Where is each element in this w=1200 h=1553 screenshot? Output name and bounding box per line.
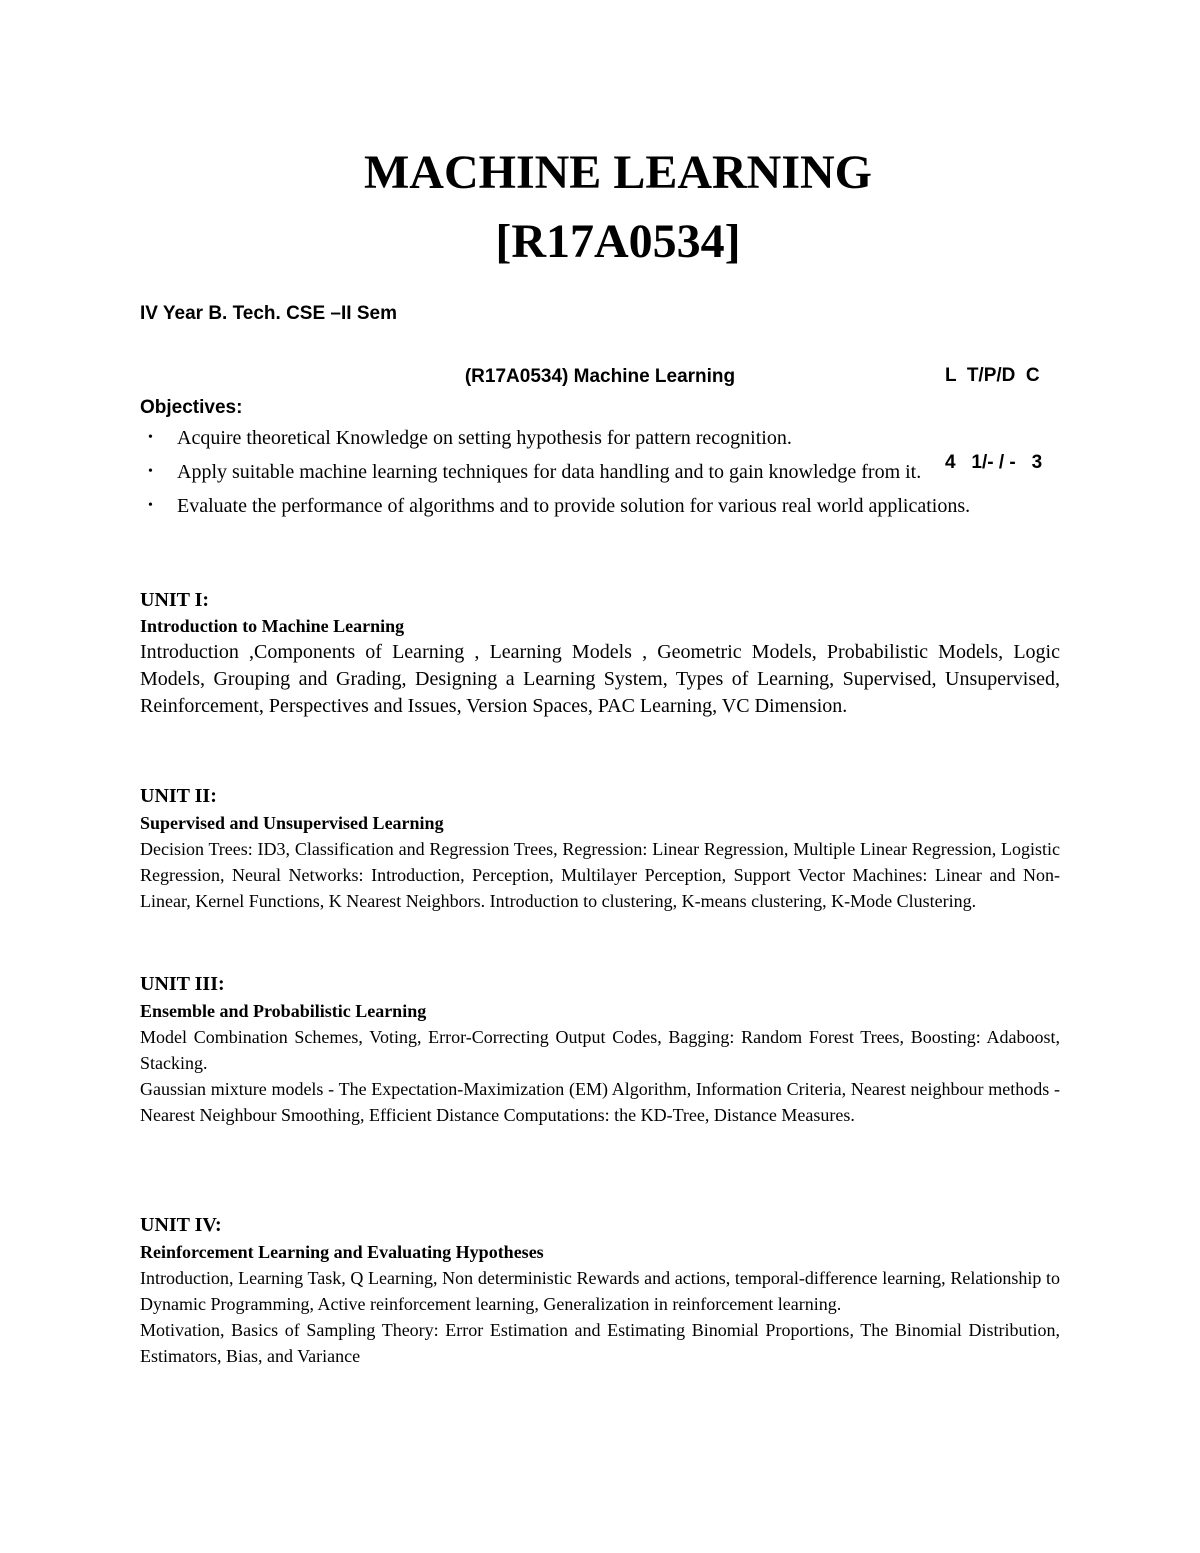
bullet-icon: •: [148, 430, 153, 445]
bullet-icon: •: [148, 464, 153, 479]
unit-section-3: [140, 970, 1060, 1128]
unit-body: Motivation, Basics of Sampling Theory: Error Estimation and Estimating Binomial Proportions, The Binomial Distribution, Estimators, Bias, and Variance: [140, 1320, 1060, 1366]
unit-label: UNIT II:: [140, 785, 217, 807]
objective-item: [140, 492, 1060, 520]
objectives-heading: Objectives:: [140, 397, 243, 418]
objectives-list: [140, 424, 1060, 526]
unit-heading: Reinforcement Learning and Evaluating Hypotheses: [140, 1242, 544, 1262]
unit-body: Introduction ,Components of Learning , Learning Models , Geometric Models, Probabilistic Models, Logic Models, Grouping and Grading, Designing a Learning System, Types of Learning, Supervised, Unsupervised, Reinforcement, Perspectives and Issues, Version Spaces, PAC Learning, VC Dimension.: [140, 641, 1060, 717]
year-semester: IV Year B. Tech. CSE –II Sem: [140, 303, 397, 324]
unit-body: Gaussian mixture models - The Expectation-Maximization (EM) Algorithm, Information Criteria, Nearest neighbour methods - Nearest Neighbour Smoothing, Efficient Distance Computations: the KD-Tree, Distance Measures.: [140, 1079, 1060, 1125]
course-subtitle: (R17A0534) Machine Learning: [464, 366, 736, 387]
unit-section-4: [140, 1211, 1060, 1369]
unit-label: UNIT IV:: [140, 1214, 222, 1236]
unit-label: UNIT I:: [140, 589, 210, 611]
course-code-title: [R17A0534]: [495, 215, 741, 268]
objective-text: Apply suitable machine learning techniques for data handling and to gain knowledge from it.: [177, 461, 922, 483]
unit-heading: Introduction to Machine Learning: [140, 616, 405, 636]
objective-text: Evaluate the performance of algorithms and to provide solution for various real world applications.: [177, 495, 971, 517]
unit-body: Model Combination Schemes, Voting, Error-Correcting Output Codes, Bagging: Random Forest Trees, Boosting: Adaboost, Stacking.: [140, 1027, 1060, 1073]
document-title: MACHINE LEARNING: [363, 146, 873, 199]
unit-label: UNIT III:: [140, 973, 225, 995]
objective-text: Acquire theoretical Knowledge on setting hypothesis for pattern recognition.: [177, 427, 792, 449]
unit-heading: Supervised and Unsupervised Learning: [140, 813, 444, 833]
ltpdc-values: 4 1/- / - 3: [945, 452, 1043, 473]
unit-heading: Ensemble and Probabilistic Learning: [140, 1001, 427, 1021]
objective-item: [140, 458, 1060, 486]
ltpdc-header: L T/P/D C: [945, 365, 1040, 386]
bullet-icon: •: [148, 498, 153, 513]
unit-body: Decision Trees: ID3, Classification and Regression Trees, Regression: Linear Regression, Multiple Linear Regression, Logistic Regression, Neural Networks: Introduction, Perception, Multilayer Perception, Support Vector Machines: Linear and Non-Linear, Kernel Functions, K Nearest Neighbors. Introduction to clustering, K-means clustering, K-Mode Clustering.: [140, 839, 1060, 911]
objective-item: [140, 424, 1060, 452]
unit-section-1: [140, 586, 1060, 720]
unit-body: Introduction, Learning Task, Q Learning, Non deterministic Rewards and actions, temporal-difference learning, Relationship to Dynamic Programming, Active reinforcement learning, Generalization in reinforcement learning.: [140, 1268, 1060, 1314]
unit-section-2: [140, 782, 1060, 914]
